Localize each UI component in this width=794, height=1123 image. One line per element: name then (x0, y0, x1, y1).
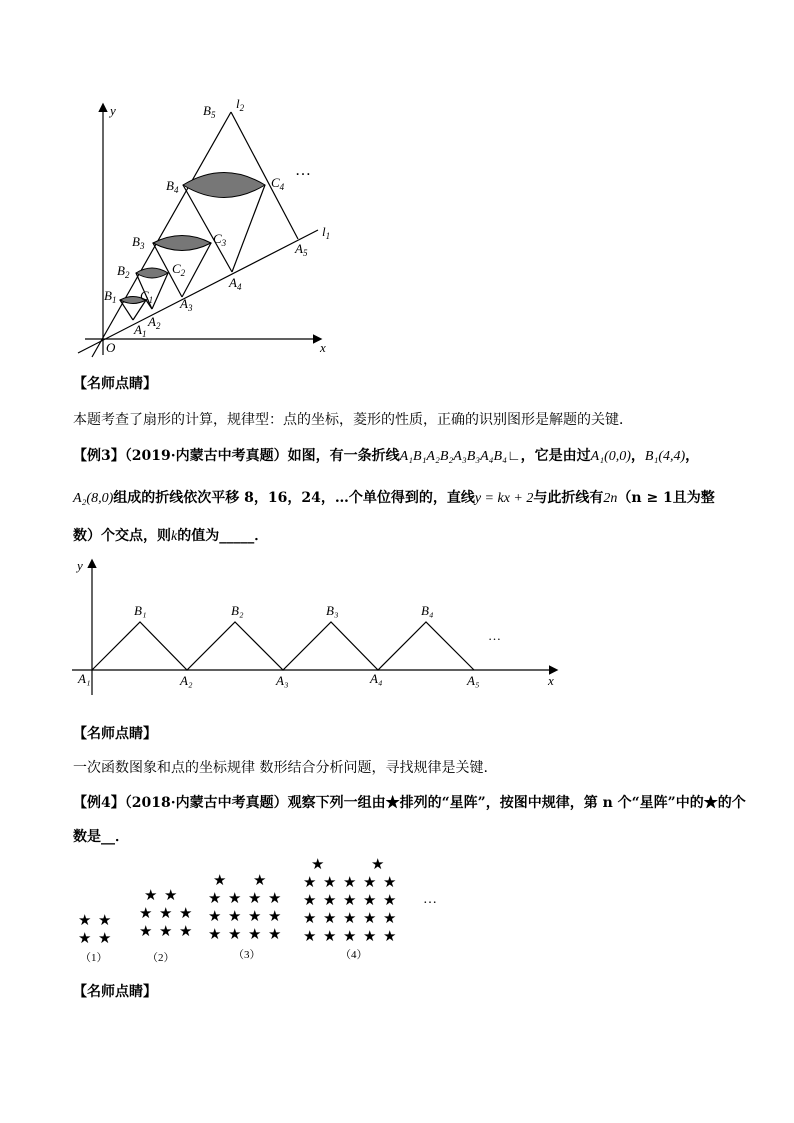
star-icon: ★ (208, 891, 222, 907)
point-a2: A₂(8,0) (73, 491, 114, 506)
answer-blank: _____． (219, 528, 269, 544)
star-icon: ★ (208, 927, 222, 943)
star-icon: ★ (303, 911, 317, 927)
caption-2: （2） (147, 952, 175, 964)
star-icon: ★ (371, 857, 385, 873)
y-label-2: y (77, 558, 83, 573)
star-icon: ★ (268, 927, 282, 943)
label-b2: $B_2$ (117, 263, 130, 280)
star-icon: ★ (253, 873, 267, 889)
stars-group (78, 857, 396, 947)
k-var: k (171, 529, 178, 544)
star-icon: ★ (144, 888, 158, 904)
star-icon: ★ (383, 911, 397, 927)
star-icon: ★ (228, 891, 242, 907)
star-icon: ★ (139, 924, 153, 940)
label-B4: B₄ (421, 603, 434, 618)
label-a5: $A_5$ (295, 241, 308, 258)
star-icon: ★ (228, 927, 242, 943)
example4-source: （2018·内蒙古中考真题） (124, 795, 288, 811)
star-icon: ★ (78, 931, 92, 947)
star-icon: ★ (383, 929, 397, 945)
label-c1: $C_1$ (140, 288, 154, 305)
star-icon: ★ (383, 893, 397, 909)
example3-text-a: 如图，有一条折线 (287, 448, 400, 464)
star-icon: ★ (311, 857, 325, 873)
star-icon: ★ (383, 875, 397, 891)
label-b5: $B_5$ (203, 103, 216, 120)
star-icon: ★ (363, 893, 377, 909)
label-c4: $C_4$ (271, 175, 285, 192)
star-icon: ★ (303, 893, 317, 909)
label-a2: $A_2$ (148, 314, 161, 331)
ellipsis-2: … (488, 628, 501, 643)
section2-heading: 【名师点睛】 (73, 726, 157, 742)
star-icon: ★ (363, 911, 377, 927)
star-icon: ★ (323, 911, 337, 927)
star-icon: ★ (208, 909, 222, 925)
example3-line3 (73, 526, 268, 547)
label-l2: $l_2$ (236, 96, 245, 113)
condition: （n ≥ 1且为整 (617, 490, 715, 506)
label-B1: B₁ (134, 603, 147, 618)
label-b1: $B_1$ (104, 288, 117, 305)
example3-text-f: 的值为 (177, 528, 220, 544)
x-label-2: x (548, 673, 554, 688)
example4-line1 (73, 793, 746, 813)
star-icon: ★ (323, 875, 337, 891)
sep2: ， (685, 448, 700, 464)
example3-source: （2019·内蒙古中考真题） (124, 448, 288, 464)
example4-tag: 【例4】 (73, 795, 125, 811)
caption-1: （1） (80, 952, 108, 964)
label-l1: $l_1$ (322, 224, 331, 241)
star-icon: ★ (363, 875, 377, 891)
label-a1: $A_1$ (134, 322, 147, 339)
label-c2: $C_2$ (172, 261, 186, 278)
shaded-lenses (120, 173, 265, 304)
caption-3: （3） (233, 949, 261, 961)
polyline-label: A₁B₁A₂B₂A₃B₃A₄B₄∟ (399, 449, 521, 464)
star-icon: ★ (213, 873, 227, 889)
label-B3: B₃ (326, 603, 339, 618)
star-icon: ★ (179, 924, 193, 940)
star-arrays-figure (0, 855, 794, 975)
origin-label: O (106, 340, 116, 355)
star-icon: ★ (98, 931, 112, 947)
label-A4: A₄ (370, 671, 383, 686)
example3-text-e: 数）个交点，则 (73, 528, 171, 544)
label-A1: A₁ (78, 671, 91, 686)
section1-text: 本题考查了扇形的计算，规律型：点的坐标，菱形的性质，正确的识别图形是解题的关键． (73, 412, 633, 428)
example3-text-b: ，它是由过 (520, 448, 591, 464)
example3-line1 (73, 446, 699, 467)
x-axis-label: x (320, 340, 326, 355)
star-icon: ★ (179, 906, 193, 922)
star-icon: ★ (323, 929, 337, 945)
count-2n: 2n (603, 491, 618, 506)
section2-text: 一次函数图象和点的坐标规律 数形结合分析问题，寻找规律是关键. (73, 760, 488, 776)
example4-line2: 数是__． (73, 829, 129, 845)
label-A3: A₃ (276, 673, 289, 688)
star-icon: ★ (98, 913, 112, 929)
label-A2: A₂ (180, 673, 193, 688)
zigzag-polyline (92, 622, 474, 670)
rhombus-sector-figure (0, 0, 794, 370)
star-icon: ★ (268, 909, 282, 925)
section1-heading: 【名师点睛】 (73, 376, 157, 392)
y-axis-label: y (110, 103, 116, 118)
ellipsis-3: … (423, 892, 437, 907)
zigzag-polyline-figure (0, 555, 794, 695)
label-a3: $A_3$ (180, 296, 193, 313)
zigzag-labels (75, 558, 554, 688)
star-icon: ★ (303, 929, 317, 945)
star-icon: ★ (228, 909, 242, 925)
star-icon: ★ (343, 893, 357, 909)
example3-text-c: 组成的折线依次平移 8，16，24，…个单位得到的，直线 (113, 490, 475, 506)
star-icon: ★ (343, 929, 357, 945)
label-b4: $B_4$ (166, 178, 179, 195)
star-icon: ★ (139, 906, 153, 922)
example3-tag: 【例3】 (73, 448, 125, 464)
label-A5: A₅ (467, 673, 480, 688)
star-arrays-svg (0, 855, 794, 975)
example4-text: 观察下列一组由★排列的“星阵”，按图中规律，第 n 个“星阵”中的★的个 (287, 795, 746, 811)
label-B2: B₂ (231, 603, 244, 618)
sep1: ， (630, 448, 645, 464)
star-icon: ★ (78, 913, 92, 929)
line-l2 (92, 112, 231, 357)
star-icon: ★ (159, 924, 173, 940)
caption-4: （4） (340, 949, 368, 961)
label-b3: $B_3$ (132, 234, 145, 251)
star-icon: ★ (159, 906, 173, 922)
ellipsis-top: … (295, 162, 311, 179)
star-icon: ★ (248, 927, 262, 943)
example3-text-d: 与此折线有 (533, 490, 604, 506)
star-icon: ★ (248, 909, 262, 925)
section3-heading: 【名师点睛】 (73, 984, 157, 1000)
equation: y = kx + 2 (474, 491, 534, 506)
point-b1: B₁(4,4) (644, 449, 686, 464)
label-c3: $C_3$ (213, 231, 227, 248)
star-icon: ★ (303, 875, 317, 891)
label-a4: $A_4$ (229, 275, 242, 292)
example3-line2 (73, 488, 715, 509)
star-icon: ★ (268, 891, 282, 907)
star-icon: ★ (248, 891, 262, 907)
star-icon: ★ (323, 893, 337, 909)
point-a1: A₁(0,0) (590, 449, 631, 464)
star-icon: ★ (363, 929, 377, 945)
star-icon: ★ (343, 875, 357, 891)
star-icon: ★ (343, 911, 357, 927)
star-icon: ★ (164, 888, 178, 904)
